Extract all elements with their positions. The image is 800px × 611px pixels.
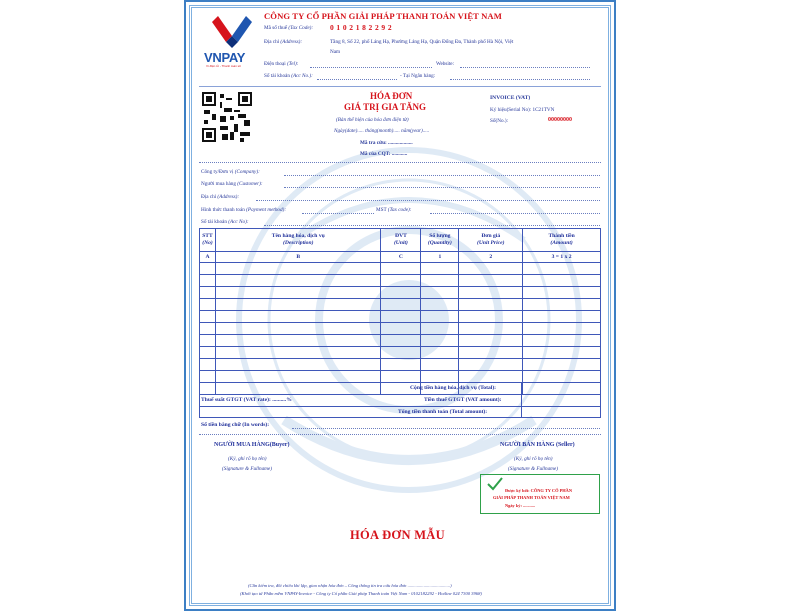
bank-label: - Tại Ngân hàng:: [400, 73, 436, 79]
totals-amount-divider: [521, 382, 522, 418]
col-header-quantity: [421, 229, 459, 252]
phone-label-en: (Tel):: [287, 61, 299, 67]
account-label-en: (Acc No.):: [291, 73, 313, 79]
col-code: C: [381, 252, 421, 263]
vnpay-logo: [204, 12, 260, 68]
account-label: Số tài khoản: [264, 73, 290, 79]
invoice-title-line1: HÓA ĐƠN: [370, 91, 413, 101]
invoice-number: 00000000: [548, 117, 572, 123]
buyer-tax-label: MST: [376, 207, 387, 213]
col-header-amount-vi: Thành tiền: [548, 233, 575, 239]
title-divider: [199, 162, 601, 163]
seller-signature-title: NGƯỜI BÁN HÀNG (Seller): [500, 442, 575, 448]
col-header-amount: [523, 229, 601, 252]
buyer-tax-line: [430, 213, 600, 214]
col-header-unit-price-vi: Đơn giá: [481, 233, 501, 239]
buyer-address-label: Địa chỉ: [201, 194, 217, 200]
digital-signature-stamp: [480, 474, 600, 514]
buyer-account-line: [264, 225, 600, 226]
buyer-signature-title: NGƯỜI MUA HÀNG(Buyer): [214, 442, 290, 448]
col-header-unit-vi: ĐVT: [395, 233, 407, 239]
footer-line1: (Cần kiểm tra, đối chiếu khi lập, giao nhận hóa đơn – Công thông tin tra cứu hóa đơn .....................................): [248, 583, 452, 588]
words-divider: [199, 434, 601, 435]
invoice-title-line2: GIÁ TRỊ GIA TĂNG: [344, 102, 426, 112]
tax-code-row: [264, 25, 313, 31]
cqt-code: Mã của CQT: ............: [360, 151, 408, 157]
payment-method-label: Hình thức thanh toán: [201, 207, 245, 213]
col-header-description: [215, 229, 381, 252]
invoice-number-label: Số(No.):: [490, 118, 509, 124]
buyer-account-label-en: (Acc No):: [228, 219, 249, 225]
col-code: 2: [459, 252, 523, 263]
buyer-tax-label-en: (Tax code):: [387, 207, 412, 213]
col-header-quantity-vi: Số lượng: [429, 233, 451, 239]
invoice-sheet: [184, 0, 616, 611]
col-header-unit-price: [459, 229, 523, 252]
address-label: Địa chỉ: [264, 39, 280, 45]
total-payment-label: Tổng tiền thanh toán (Total amount):: [398, 409, 488, 415]
bank-fill-line: [450, 79, 590, 80]
col-code: 1: [421, 252, 459, 263]
totals-divider-1: [199, 394, 601, 395]
buyer-account-row: [201, 219, 249, 225]
in-words-line: [292, 428, 600, 429]
buyer-address-line: [256, 200, 600, 201]
invoice-vat-label: INVOICE (VAT): [490, 95, 531, 101]
table-row: [200, 275, 601, 287]
buyer-signature-note-en: (Signature & Fullname): [222, 466, 272, 472]
logo-text: VNPAY: [204, 50, 246, 65]
col-code: 3 = 1 x 2: [523, 252, 601, 263]
logo-tagline: Ví điện tử - Thanh toán số: [206, 64, 241, 68]
total-goods-label: Cộng tiền hàng hóa, dịch vụ (Total):: [410, 385, 497, 391]
totals-divider-2: [199, 406, 601, 407]
table-row: [200, 263, 601, 275]
col-header-description-en: (Description): [283, 240, 314, 246]
account-fill-line: [317, 79, 397, 80]
seller-signature-note: (Ký, ghi rõ họ tên): [514, 456, 553, 462]
in-words-label: Số tiền bằng chữ (In words):: [201, 422, 270, 428]
qr-code-icon: [202, 92, 252, 142]
lookup-code: Mã tra cứu: ...................: [360, 140, 413, 146]
address-label-en: (Address):: [280, 39, 303, 45]
col-header-unit-en: (Unit): [393, 240, 408, 246]
items-table: [199, 228, 601, 395]
address-line2: Nam: [330, 49, 341, 55]
buyer-address-row: [201, 194, 239, 200]
payment-method-line: [302, 213, 374, 214]
phone-label: Điện thoại: [264, 61, 286, 67]
vat-amount-label: Tiền thuế GTGT (VAT amount):: [424, 397, 502, 403]
col-code: A: [200, 252, 216, 263]
buyer-signature-note: (Ký, ghi rõ họ tên): [228, 456, 267, 462]
phone-fill-line: [310, 67, 432, 68]
serial-number: Ký hiệu(Serial No): 1C21TVN: [490, 107, 555, 113]
tax-code-label-en: (Tax Code):: [288, 25, 314, 31]
buyer-name-line: [284, 187, 600, 188]
table-row: [200, 323, 601, 335]
table-row: [200, 311, 601, 323]
website-fill-line: [460, 67, 590, 68]
buyer-account-label: Số tài khoản: [201, 219, 227, 225]
checkmark-icon: [487, 477, 503, 491]
table-header-row: [200, 229, 601, 252]
col-header-unit-price-en: (Unit Price): [477, 240, 505, 246]
buyer-company-line: [284, 175, 600, 176]
seller-signature-note-en: (Signature & Fullname): [508, 466, 558, 472]
table-row: [200, 347, 601, 359]
tax-code-value: 0 1 0 2 1 8 2 2 9 2: [330, 23, 392, 32]
col-header-no-en: (No): [202, 240, 213, 246]
table-row: [200, 299, 601, 311]
col-header-no-vi: STT: [202, 233, 213, 239]
table-row: [200, 359, 601, 371]
vat-rate-label: Thuế suất GTGT (VAT rate): ..........%: [201, 397, 292, 403]
table-row: [200, 287, 601, 299]
table-row: [200, 335, 601, 347]
website-label: Website:: [436, 61, 455, 67]
buyer-company-label-en: (Company):: [234, 169, 260, 175]
buyer-tax-row: [376, 207, 411, 213]
address-row: [264, 39, 302, 45]
stamp-line1: Được ký bởi: CÔNG TY CỔ PHẦN: [505, 488, 573, 493]
column-code-row: [200, 252, 601, 263]
table-row: [200, 371, 601, 383]
col-header-amount-en: (Amount): [550, 240, 573, 246]
payment-method-label-en: (Payment method):: [246, 207, 287, 213]
buyer-name-label: Người mua hàng: [201, 181, 236, 187]
footer-line2: (Khởi tạo từ Phần mềm VNPAY-Invoice - Công ty Cổ phần Giải pháp Thanh toán Việt Nam - 0102182292 - Hotline 024 7300 3968): [240, 591, 482, 596]
col-header-unit: [381, 229, 421, 252]
tax-code-label: Mã số thuế: [264, 25, 288, 31]
invoice-subtitle: (Bản thể hiện của hóa đơn điện tử): [336, 117, 409, 123]
payment-method-row: [201, 207, 286, 213]
col-header-quantity-en: (Quantity): [427, 240, 452, 246]
col-code: B: [215, 252, 381, 263]
account-row: [264, 73, 313, 79]
buyer-company-row: [201, 169, 260, 175]
address-line1: Tầng 8, Số 22, phố Láng Hạ, Phường Láng Hạ, Quận Đống Đa, Thành phố Hà Nội, Việt: [330, 39, 514, 45]
col-header-description-vi: Tên hàng hóa, dịch vụ: [271, 233, 325, 239]
invoice-date-line: Ngày(date)..... tháng(month)..... năm(year).....: [334, 128, 430, 134]
stamp-line2: GIẢI PHÁP THANH TOÁN VIỆT NAM: [493, 495, 570, 500]
sample-invoice-label: HÓA ĐƠN MẪU: [350, 528, 445, 542]
col-header-no: [200, 229, 216, 252]
stamp-line3: Ngày ký: ...........: [505, 503, 536, 508]
vnpay-logo-icon: [204, 12, 260, 54]
buyer-name-label-en: (Customer):: [237, 181, 263, 187]
header-divider: [199, 86, 601, 87]
buyer-name-row: [201, 181, 263, 187]
buyer-company-label: Công ty/Đơn vị: [201, 169, 234, 175]
buyer-address-label-en: (Address):: [217, 194, 240, 200]
phone-row: [264, 61, 298, 67]
company-name: CÔNG TY CỔ PHẦN GIẢI PHÁP THANH TOÁN VIỆT NAM: [264, 11, 502, 21]
